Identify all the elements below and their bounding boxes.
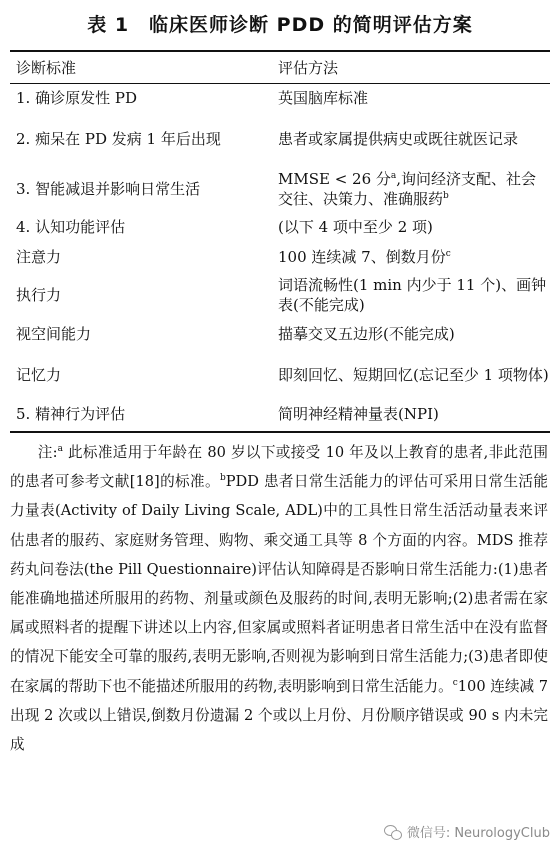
table-row	[10, 351, 550, 399]
header-criterion: 诊断标准	[16, 58, 77, 77]
table-footnote	[10, 438, 548, 759]
table-row	[10, 165, 550, 213]
footnote-marker: a	[57, 444, 63, 455]
row-method: (以下 4 项中至少 2 项)	[278, 218, 433, 236]
row-criterion: 5. 精神行为评估	[16, 405, 126, 423]
row-method: 即刻回忆、短期回忆(忘记至少 1 项物体)	[278, 366, 549, 384]
row-method-part: MMSE < 26 分	[278, 170, 391, 188]
table-row	[10, 213, 550, 241]
row-method-part: ,询问经济支配、社会交往、决策力、准确服药	[278, 170, 537, 208]
row-method: 描摹交叉五边形(不能完成)	[278, 325, 455, 343]
row-criterion: 2. 痴呆在 PD 发病 1 年后出现	[16, 130, 221, 148]
table-row	[10, 317, 550, 351]
table-row	[10, 273, 550, 317]
row-method: 词语流畅性(1 min 内少于 11 个)、画钟表(不能完成)	[278, 276, 547, 314]
row-method	[274, 165, 550, 213]
bottom-rule	[10, 431, 550, 433]
footnote-marker: b	[443, 191, 449, 201]
note-text-b: PDD 患者日常生活能力的评估可采用日常生活能力量表(Activity of Daily Living Scale, ADL)中的工具性日常生活活动量表来评估患者的服药、家庭财务管理、购物、乘交通工具等 8 个方面的内容。MDS 推荐药丸问卷法(the Pill Questionnaire)评估认知障碍是否影响日常生活能力:(1)患者能准确地描述所服用的药物、剂量或颜色及服药的时间,表明无影响;(2)患者需在家属或照料者的提醒下讲述以上内容,但家属或照料者证明患者日常生活中在没有监督的情况下能安全可靠的服药,表明无影响,否则视为影响到日常生活能力;(3)患者即使在家属的帮助下也不能描述所服用的药物,表明影响到日常生活能力。	[10, 473, 548, 695]
row-criterion: 记忆力	[16, 366, 62, 384]
table-title: 表 1 临床医师诊断 PDD 的简明评估方案	[87, 14, 473, 36]
note-prefix: 注:	[37, 444, 58, 461]
criteria-table	[10, 52, 550, 429]
row-method	[274, 241, 550, 273]
footnote-marker: b	[219, 473, 226, 484]
header-method: 评估方法	[278, 58, 339, 77]
table-row	[10, 399, 550, 429]
row-criterion: 3. 智能减退并影响日常生活	[16, 180, 201, 198]
row-method: 患者或家属提供病史或既往就医记录	[278, 130, 519, 148]
wechat-watermark	[384, 822, 550, 841]
watermark-text: 微信号: NeurologyClub	[406, 826, 550, 841]
table-row	[10, 83, 550, 113]
row-criterion: 执行力	[16, 286, 62, 304]
note-text-a: 此标准适用于年龄在 80 岁以下或接受 10 年及以上教育的患者,非此范围的患者可参考文献[18]的标准。	[10, 444, 548, 491]
table-header-row	[10, 52, 550, 83]
row-method-part: 100 连续减 7、倒数月份	[278, 248, 446, 266]
row-method: 简明神经精神量表(NPI)	[278, 405, 439, 423]
footnote-marker: c	[452, 677, 458, 688]
note-text-c: 100 连续减 7 出现 2 次或以上错误,倒数月份遗漏 2 个或以上月份、月份顺序错误或 90 s 内未完成	[10, 677, 548, 754]
row-criterion: 注意力	[16, 248, 62, 266]
row-method: 英国脑库标准	[278, 89, 369, 107]
table-row	[10, 241, 550, 273]
row-criterion: 4. 认知功能评估	[16, 218, 126, 236]
footnote-marker: c	[445, 249, 451, 259]
table-row	[10, 113, 550, 165]
row-criterion: 视空间能力	[16, 325, 92, 343]
wechat-icon	[384, 825, 402, 839]
row-criterion: 1. 确诊原发性 PD	[16, 89, 137, 107]
footnote-marker: a	[390, 171, 397, 181]
